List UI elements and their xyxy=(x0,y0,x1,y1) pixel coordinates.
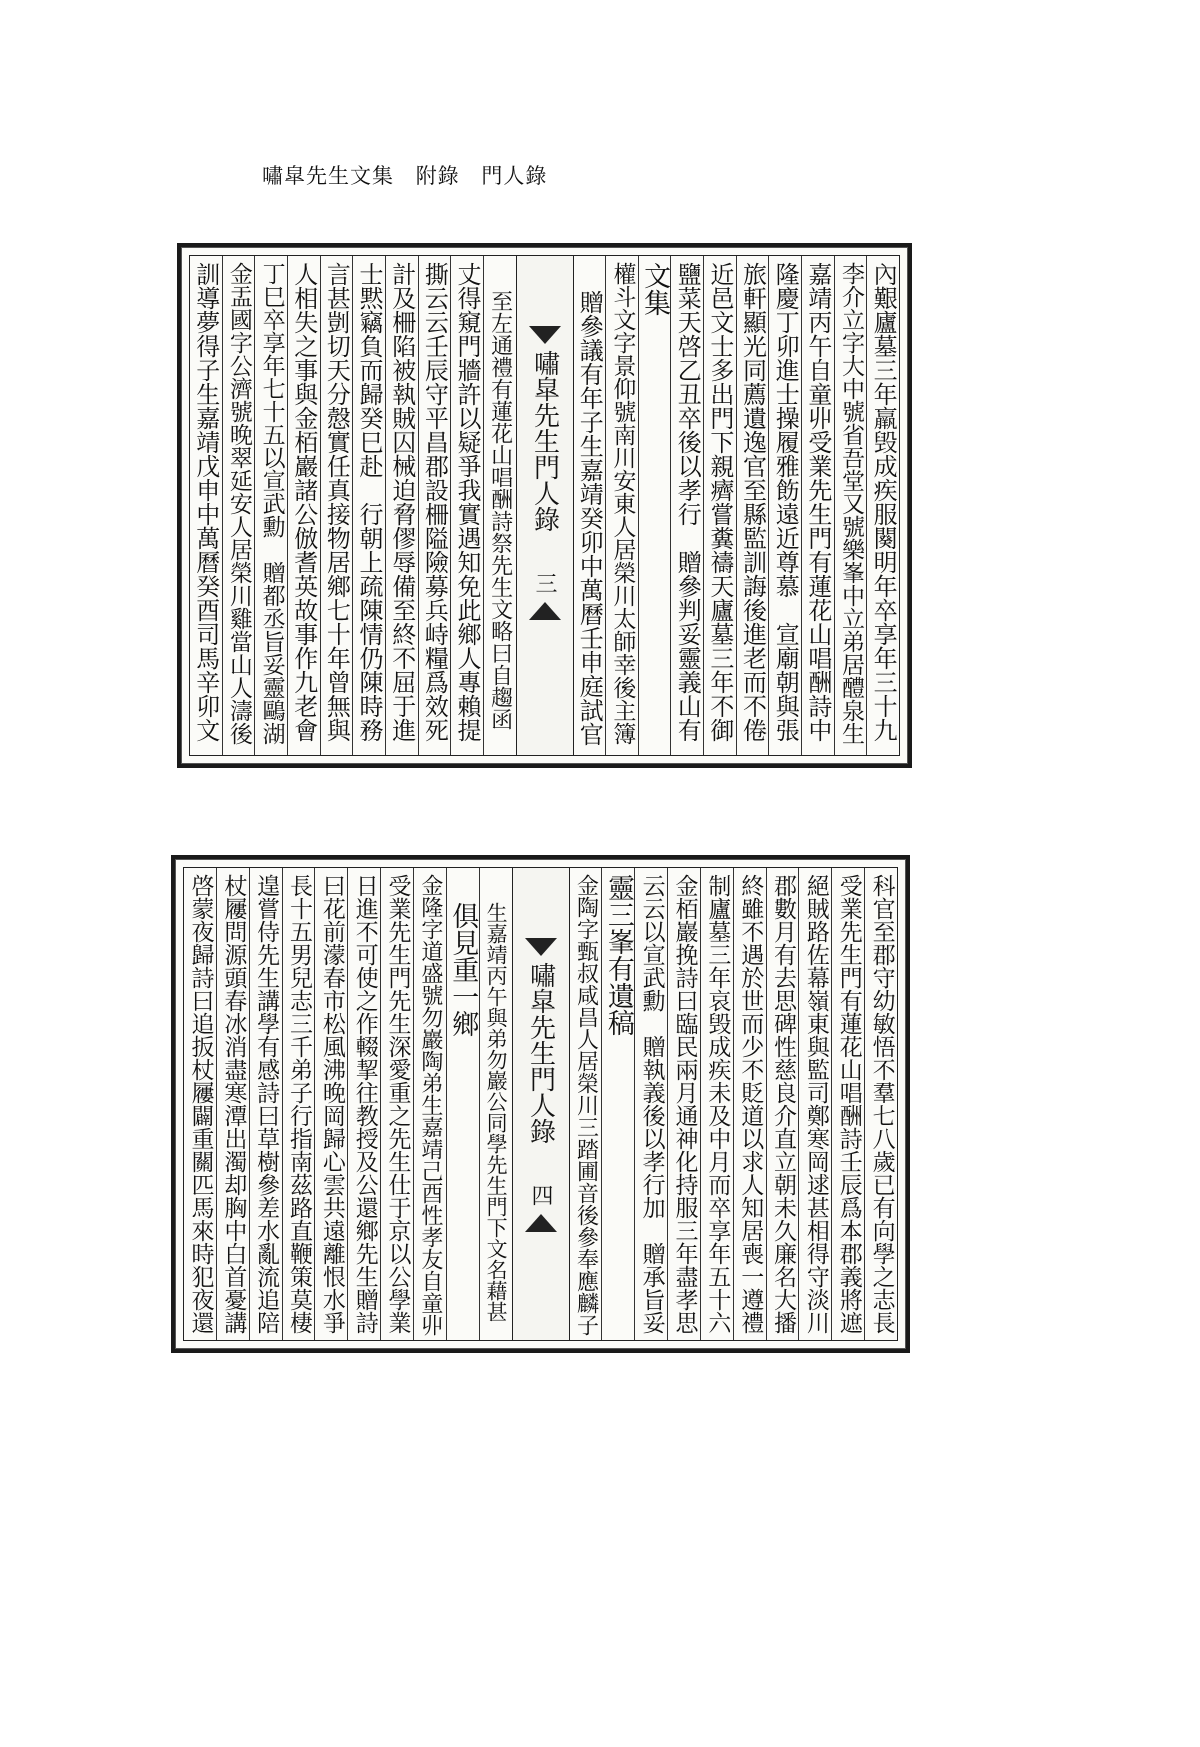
text-column: 李介立字大中號省吾堂又號樂峯中立弟居醴泉生 xyxy=(834,256,867,755)
text-column: 鹽菜天啓乙丑卒後以孝行 贈參判妥靈義山有 xyxy=(670,256,703,755)
text-column: 至左通禮有蓮花山唱酬詩祭先生文略曰自趨函 xyxy=(483,256,516,755)
text-column: 啓蒙夜歸詩曰追扳杖屨闢重關匹馬來時犯夜還 xyxy=(187,874,214,1334)
text-column: 遑嘗侍先生講學有感詩曰草樹參差水亂流追陪 xyxy=(249,868,282,1340)
text-column: 計及柵陷被執賊囚械迫脅僇辱備至終不屈于進 xyxy=(385,256,418,755)
text-column: 近邑文士多出門下親癠嘗糞禱天廬墓三年不御 xyxy=(703,256,736,755)
text-column: 金盂國字公濟號晚翠延安人居榮川雞當山人濤後 xyxy=(222,256,255,755)
center-band xyxy=(512,868,570,1340)
page-half-right xyxy=(570,868,898,1340)
text-column: 文集 xyxy=(638,256,671,755)
text-column: 丈得窺門牆許以疑爭我實遇知免此鄉人專賴提 xyxy=(450,256,483,755)
woodblock-frame xyxy=(183,867,898,1341)
fishtail-mark-icon xyxy=(525,1214,557,1232)
page-half-left xyxy=(190,256,516,755)
subsection-label: 門人錄 xyxy=(481,164,548,188)
text-column: 士黙竊負而歸癸巳赴 行朝上疏陳情仍陳時務 xyxy=(352,256,385,755)
text-column: 受業先生門有蓮花山唱酬詩壬辰爲本郡義將遮 xyxy=(831,868,864,1340)
center-band-page-number: 三 xyxy=(532,572,557,594)
woodblock-page-bottom xyxy=(171,855,910,1353)
text-column: 內艱廬墓三年羸毁成疾服闋明年卒享年三十九 xyxy=(866,256,899,755)
center-band-title: 嘯皐先生門人錄 xyxy=(525,962,556,1144)
fishtail-mark-icon xyxy=(529,326,561,344)
text-column: 日進不可使之作輟挈往教授及公還鄉先生贈詩 xyxy=(347,868,380,1340)
text-column: 言甚剴切天分慤實任真接物居鄉七十年曾無與 xyxy=(320,256,353,755)
page-half-left xyxy=(184,868,512,1340)
text-column: 人相失之事與金栢巖諸公倣耆英故事作九老會 xyxy=(287,256,320,755)
text-column: 丁巳卒享年七十五以宣武勳 贈都丞旨妥靈鷗湖 xyxy=(254,256,287,755)
text-column: 俱見重一鄉 xyxy=(446,868,479,1340)
text-column: 嘉靖丙午自童丱受業先生門有蓮花山唱酬詩中 xyxy=(801,256,834,755)
text-column: 撕云云壬辰守平昌郡設柵隘險募兵峙糧爲效死 xyxy=(418,256,451,755)
page-half-right xyxy=(574,256,900,755)
page-header xyxy=(262,160,547,190)
book-title: 嘯皐先生文集 xyxy=(262,164,394,188)
text-column: 訓導夢得子生嘉靖戊申中萬曆癸酉司馬辛卯文 xyxy=(191,262,220,742)
text-column: 曰花前濛春市松風沸晚岡歸心雲共遠離恨水爭 xyxy=(314,868,347,1340)
woodblock-frame xyxy=(189,255,900,756)
text-column: 贈參議有年子生嘉靖癸卯中萬曆壬申庭試官 xyxy=(575,290,604,746)
text-column: 靈三峯有遺稿 xyxy=(601,868,634,1340)
center-band-title: 嘯皐先生門人錄 xyxy=(529,350,560,532)
text-column: 隆慶丁卯進士操履雅飭遠近尊慕 宣廟朝與張 xyxy=(768,256,801,755)
text-column: 杖屨問源頭春冰消盡寒潭出濁却胸中白首憂講 xyxy=(216,868,249,1340)
text-column: 受業先生門先生深愛重之先生仕于京以公學業 xyxy=(380,868,413,1340)
center-band-page-number: 四 xyxy=(528,1184,553,1206)
text-column: 絕賊路佐幕嶺東與監司鄭寒岡逑甚相得守淡川 xyxy=(798,868,831,1340)
fishtail-mark-icon xyxy=(525,938,557,956)
woodblock-page-top xyxy=(177,243,912,768)
text-column: 長十五男兒志三千弟子行指南茲路直鞭策莫棲 xyxy=(282,868,315,1340)
text-column: 生嘉靖丙午與弟勿巖公同學先生門下文名藉甚 xyxy=(479,868,512,1340)
text-column: 云云以宣武勳 贈執義後以孝行加 贈承旨妥 xyxy=(634,868,667,1340)
section-label: 附錄 xyxy=(415,164,460,188)
center-band xyxy=(516,256,574,755)
text-column: 制廬墓三年哀毁成疾未及中月而卒享年五十六 xyxy=(700,868,733,1340)
text-column: 郡數月有去思碑性慈良介直立朝未久廉名大播 xyxy=(766,868,799,1340)
text-column: 金陶字甄叔咸昌人居榮川三踏圃音後參奉應麟子 xyxy=(573,874,599,1336)
text-column: 金栢巖挽詩曰臨民兩月通神化持服三年盡孝思 xyxy=(667,868,700,1340)
fishtail-mark-icon xyxy=(529,602,561,620)
text-column: 終雖不遇於世而少不貶道以求人知居喪一遵禮 xyxy=(733,868,766,1340)
text-column: 金隆字道盛號勿巖陶弟生嘉靖己酉性孝友自童丱 xyxy=(413,868,446,1340)
text-column: 旅軒顯光同薦遺逸官至縣監訓誨後進老而不倦 xyxy=(736,256,769,755)
text-column: 權斗文字景仰號南川安東人居榮川太師幸後主簿 xyxy=(605,256,638,755)
text-column: 科官至郡守幼敏悟不羣七八歲已有向學之志長 xyxy=(864,868,897,1340)
